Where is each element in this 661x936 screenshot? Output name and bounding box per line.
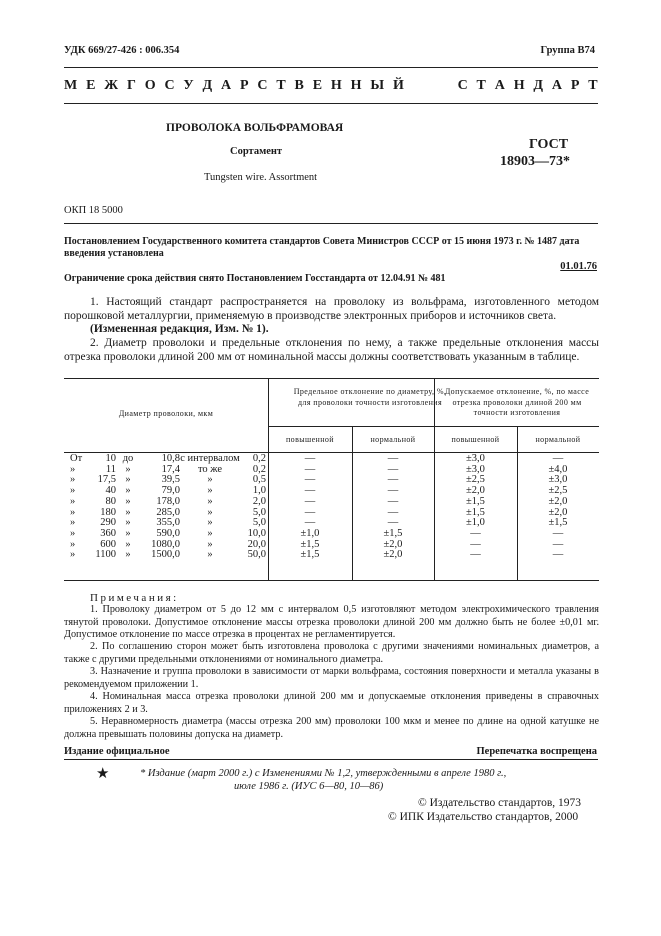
gost-number: 18903—73* (500, 154, 570, 169)
cell-m-high: ±1,5 (466, 506, 485, 518)
cell-text: » (207, 485, 213, 497)
note-1: 1. Проволоку диаметром от 5 до 12 мм с интервалом 0,5 изготовляют методом электрохимического травления тянутой проволоки. Допустимое отклонение массы отрезка проволоки длиной 200 мм должно быть не более ±0,01 мг. Допустимое отклонение по массе отрезка в процентах не регламентируется. (64, 604, 599, 640)
cell-m-norm: ±2,5 (548, 485, 568, 497)
okp-code: ОКП 18 5000 (64, 205, 123, 216)
header-rule-top (64, 67, 598, 68)
note-5: 5. Неравномерность диаметра (массы отрезка 200 мм) проволоки 100 мкм и менее по длине на одной катушке не должна превышать половины допуска на диаметр. (64, 716, 599, 740)
heading-letter: Й (392, 78, 404, 93)
cell-m-high: ±2,0 (466, 485, 485, 497)
copyright-1973: © Издательство стандартов, 1973 (418, 797, 582, 809)
cell-mid: » (125, 495, 131, 507)
official-edition: Издание официальное (64, 746, 170, 757)
heading-letter: С (257, 78, 268, 93)
interstate-standard-heading (64, 78, 598, 94)
cell-text: » (207, 527, 213, 539)
cell-text: » (207, 549, 213, 561)
cell-d-high: — (304, 485, 316, 497)
heading-gap (413, 78, 449, 94)
cell-m-high: ±1,0 (466, 517, 485, 529)
cell-m-norm: ±1,5 (548, 517, 568, 529)
heading-letter: Е (86, 78, 96, 93)
cell-prefix: » (70, 538, 76, 550)
cell-d-norm: ±2,0 (383, 549, 403, 561)
cell-d-norm: — (387, 474, 399, 486)
header-diameter-deviation: Предельное отклонение по диаметру, %, для проволоки точности изготовления (293, 387, 447, 407)
cell-m-high: — (470, 549, 481, 561)
cell-step: 50,0 (247, 549, 266, 561)
cell-text: » (207, 506, 213, 518)
cell-d-high: — (304, 474, 316, 486)
cell-d-norm: ±1,5 (383, 527, 403, 539)
header-mass-deviation: Допускаемое отклонение, %, по массе отрезка проволоки длиной 200 мм точности изготовления (444, 387, 590, 417)
subheader-mass-high: повышенной (451, 435, 500, 444)
cell-prefix: » (70, 517, 76, 529)
subheader-diam-normal: нормальной (370, 435, 416, 444)
cell-step: 2,0 (252, 495, 266, 507)
document-title: ПРОВОЛОКА ВОЛЬФРАМОВАЯ (166, 122, 344, 134)
reprint-prohibited: Перепечатка воспрещена (476, 746, 597, 757)
cell-text: » (207, 474, 213, 486)
cell-d-norm: — (387, 453, 399, 464)
introduction-date: 01.01.76 (560, 261, 597, 272)
paragraph-1-edit-note: (Измененная редакция, Изм. № 1). (90, 323, 269, 335)
limitation-text: Ограничение срока действия снято Постановлением Госстандарта от 12.04.91 № 481 (64, 273, 446, 284)
heading-letter: Ы (370, 78, 385, 93)
cell-d-norm: — (387, 506, 399, 518)
english-title: Tungsten wire. Assortment (204, 172, 318, 183)
cell-from: 360 (100, 527, 116, 539)
cell-mid: » (125, 538, 131, 550)
cell-to: 39,5 (161, 474, 180, 486)
heading-letter: Т (276, 78, 286, 93)
cell-to: 285,0 (156, 506, 180, 518)
cell-m-high: ±1,5 (466, 495, 485, 507)
cell-m-norm: ±3,0 (548, 474, 568, 486)
edition-line-1: * Издание (март 2000 г.) с Изменениями № 1,2, утвержденными в апреле 1980 г., (140, 768, 507, 779)
notes-heading: Примечания: (90, 592, 179, 604)
heading-letter: Н (350, 78, 362, 93)
cell-from: 40 (105, 485, 116, 497)
note-4: 4. Номинальная масса отрезка проволоки длиной 200 мм и допускаемые отклонения приведены в справочных приложениях 2 и 3. (64, 691, 599, 715)
table-bottom-border (64, 580, 599, 581)
gost-label: ГОСТ (529, 137, 569, 152)
header-diameter: Диаметр проволоки, мкм (118, 409, 214, 418)
cell-d-high: — (304, 453, 316, 464)
cell-step: 5,0 (252, 506, 266, 518)
cell-m-norm: ±2,0 (548, 506, 568, 518)
cell-d-norm: — (387, 517, 399, 529)
cell-to: 355,0 (156, 517, 180, 529)
okp-rule (64, 223, 598, 224)
cell-d-norm: — (387, 495, 399, 507)
cell-text: » (207, 517, 213, 529)
heading-letter: В (294, 78, 304, 93)
heading-letter: Н (330, 78, 342, 93)
cell-to: 178,0 (156, 495, 180, 507)
cell-to: 1500,0 (151, 549, 180, 561)
cell-text: то же (197, 463, 223, 475)
cell-step: 1,0 (252, 485, 266, 497)
cell-from: 600 (100, 538, 116, 550)
cell-m-norm: ±2,0 (548, 495, 568, 507)
cell-m-norm: — (552, 527, 564, 539)
cell-d-norm: — (387, 485, 399, 497)
heading-letter: Ж (104, 78, 119, 93)
cell-from: 17,5 (97, 474, 116, 486)
cell-prefix: » (70, 474, 76, 486)
cell-prefix: » (70, 485, 76, 497)
cell-from: 80 (105, 495, 116, 507)
cell-d-high: — (304, 517, 316, 529)
cell-text: с интервалом (180, 453, 240, 464)
cell-text: » (207, 495, 213, 507)
cell-d-high: — (304, 506, 316, 518)
heading-letter: У (183, 78, 194, 93)
cell-from: 10 (105, 453, 116, 464)
cell-to: 10,8 (161, 453, 180, 464)
heading-letter: Р (239, 78, 249, 93)
cell-d-high: ±1,5 (300, 549, 320, 561)
heading-letter: Т (476, 78, 486, 93)
heading-letter: Д (533, 78, 544, 93)
heading-letter: С (457, 78, 468, 93)
cell-from: 290 (100, 517, 116, 529)
note-3: 3. Назначение и группа проволоки в зависимости от марки вольфрама, состояния поверхности и металла указаны в рекомендуемом приложении 1. (64, 666, 599, 690)
cell-m-high: ±3,0 (466, 463, 485, 475)
cell-prefix: От (70, 453, 83, 464)
cell-d-norm: — (387, 463, 399, 475)
cell-step: 0,5 (252, 474, 266, 486)
footer-rule (64, 759, 598, 760)
heading-letter: Р (570, 78, 580, 93)
cell-mid: » (125, 527, 131, 539)
cell-step: 0,2 (252, 463, 266, 475)
cell-step: 10,0 (247, 527, 266, 539)
copyright-2000: © ИПК Издательство стандартов, 2000 (388, 811, 579, 823)
cell-mid: » (125, 506, 131, 518)
cell-step: 5,0 (252, 517, 266, 529)
subheader-mass-normal: нормальной (535, 435, 581, 444)
note-2: 2. По соглашению сторон может быть изготовлена проволока с другими значениями номинальных диаметров, а также с другими предельными отклонениями от номинального диаметра. (64, 641, 599, 665)
cell-to: 1080,0 (151, 538, 180, 550)
cell-text: » (207, 538, 213, 550)
heading-letter: Т (588, 78, 598, 93)
document-subtitle: Сортамент (230, 146, 283, 157)
cell-d-high: ±1,0 (300, 527, 320, 539)
cell-to: 590,0 (156, 527, 180, 539)
cell-d-high: — (304, 463, 316, 475)
heading-letter: С (164, 78, 175, 93)
cell-mid: » (125, 485, 131, 497)
udk-code: УДК 669/27-426 : 006.354 (64, 45, 180, 56)
cell-mid: до (122, 453, 134, 464)
cell-d-norm: ±2,0 (383, 538, 403, 550)
cell-m-high: ±2,5 (466, 474, 485, 486)
edition-line-2: июле 1986 г. (ИУС 6—80, 10—86) (234, 781, 384, 792)
cell-m-norm: — (552, 453, 564, 464)
cell-from: 1100 (95, 549, 116, 561)
cell-m-high: — (470, 538, 481, 550)
header-rule-bottom (64, 103, 598, 104)
heading-letter: Н (513, 78, 525, 93)
table-top-border (64, 378, 599, 379)
paragraph-1: 1. Настоящий стандарт распространяется на проволоку из вольфрама, изготовленного методом порошковой металлургии, применяемую в производстве электронных приборов и источников света. (64, 296, 599, 322)
cell-mid: » (125, 463, 131, 475)
cell-prefix: » (70, 495, 76, 507)
cell-m-high: ±3,0 (466, 453, 485, 464)
cell-prefix: » (70, 506, 76, 518)
cell-to: 79,0 (161, 485, 180, 497)
cell-to: 17,4 (161, 463, 180, 475)
decree-text: Постановлением Государственного комитета стандартов Совета Министров СССР от 15 июня 1973 г. № 1487 дата введения установлена (64, 236, 580, 259)
cell-m-norm: — (552, 549, 564, 561)
cell-m-norm: ±4,0 (548, 463, 568, 475)
heading-letter: А (494, 78, 505, 93)
heading-letter: О (144, 78, 156, 93)
heading-letter: Г (126, 78, 136, 93)
cell-step: 20,0 (247, 538, 266, 550)
subheader-diam-high: повышенной (286, 435, 334, 444)
cell-mid: » (125, 474, 131, 486)
table-header-bottom-border (64, 452, 599, 453)
heading-letter: А (551, 78, 563, 93)
cell-step: 0,2 (252, 453, 266, 464)
cell-d-high: — (304, 495, 316, 507)
cell-prefix: » (70, 527, 76, 539)
cell-m-norm: — (552, 538, 564, 550)
heading-letter: А (221, 78, 232, 93)
cell-mid: » (125, 517, 131, 529)
star-icon: ★ (96, 766, 110, 782)
cell-d-high: ±1,5 (300, 538, 320, 550)
paragraph-2: 2. Диаметр проволоки и предельные отклонения по нему, а также предельные отклонения массы отрезка проволоки длиной 200 мм от номинальной массы должны соответствовать указанным в таблице. (64, 337, 599, 363)
cell-prefix: » (70, 463, 76, 475)
cell-from: 180 (100, 506, 116, 518)
heading-letter: Е (312, 78, 323, 93)
group-code: Группа В74 (540, 45, 595, 56)
heading-letter: М (64, 78, 78, 93)
cell-from: 11 (105, 463, 116, 475)
heading-letter: Д (202, 78, 213, 93)
cell-m-high: — (470, 527, 481, 539)
cell-prefix: » (70, 549, 76, 561)
cell-mid: » (125, 549, 131, 561)
